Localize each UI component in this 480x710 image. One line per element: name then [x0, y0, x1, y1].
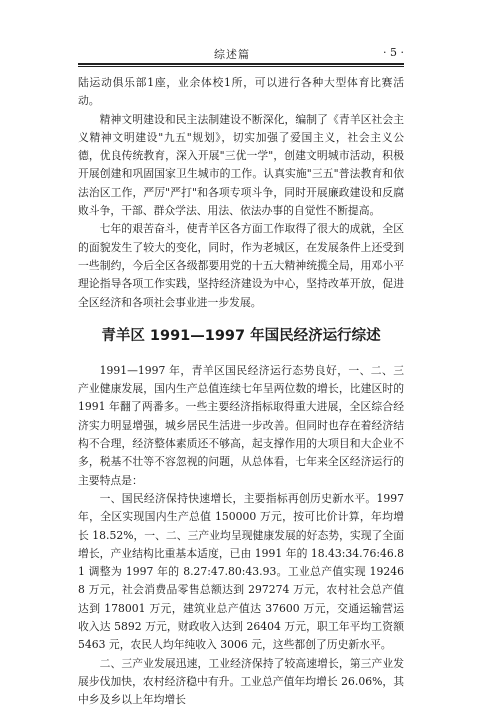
- running-title: 综述篇: [214, 48, 250, 61]
- header-rule-thin: [78, 66, 404, 67]
- paragraph: 1991—1997 年，青羊区国民经济运行态势良好，一、二、三产业健康发展，国内生产总值连续七年呈两位数的增长，比建区时的 1991 年翻了两番多。一些主要经济指标取得重大进展，全区综合经济实力明显增强，城乡居民生活进一步改善。但同时也存在着经济结构不合理，经济整体素质还不够高，起支撑作用的大项目和大企业不多，税基不壮等不容忽视的问题，从总体看，七年来全区经济运行的主要特点是：: [78, 363, 404, 487]
- header-rule-thick: [78, 63, 404, 65]
- paragraph: 七年的艰苦奋斗，使青羊区各方面工作取得了很大的成就，全区的面貌发生了较大的变化，同时，作为老城区，在发展条件上还受到一些制约，今后全区各级都要用党的十五大精神统揽全局，用邓小平理论指导各项工作实践，坚持经济建设为中心，坚持改革开放，促进全区经济和各项社会事业进一步发展。: [78, 222, 404, 309]
- paragraph: 精神文明建设和民主法制建设不断深化，编制了《青羊区社会主义精神文明建设"九五"规划》，切实加强了爱国主义，社会主义公德，优良传统教育，深入开展"三优一学"，创建文明城市活动，积极开展创建和巩固国家卫生城市的工作。认真实施"三五"普法教育和依法治区工作，严厉"严打"和各项专项斗争，同时开展廉政建设和反腐败斗争，干部、群众学法、用法、依法办事的自觉性不断提高。: [78, 112, 404, 218]
- section-heading: 青羊区 1991—1997 年国民经济运行综述: [101, 327, 381, 344]
- page-header: [78, 46, 404, 62]
- body-text: [78, 74, 404, 710]
- paragraph: 陆运动俱乐部1座，业余体校1所，可以进行各种大型体育比赛活动。: [78, 76, 404, 108]
- page-number: · 5 ·: [383, 46, 404, 59]
- paragraph: 一、国民经济保持快速增长，主要指标再创历史新水平。1997 年，全区实现国内生产总值 150000 万元，按可比价计算，年均增长 18.52%，一、二、三产业均呈现健康发展的好态势，实现了全面增长，产业结构比重基本适度，已由 1991 年的 18.43:34.76:46.81 调整为 1997 年的 8.27:47.80:43.93。工业总产值实现 192468 万元，社会消费品零售总额达到 297274 万元，农村社会总产值达到 178001 万元，建筑业总产值达 37600 万元，交通运输营运收入达 5892 万元，财政收入达到 26404 万元，职工年平均工资额 5463 元，农民人均年纯收入 3006 元，这些都创了历史新水平。: [78, 491, 404, 652]
- paragraph: 二、三产业发展迅速，工业经济保持了较高速增长，第三产业发展步伐加快，农村经济稳中有升。工业总产值年均增长 26.06%，其中乡及乡以上年均增长: [78, 656, 404, 707]
